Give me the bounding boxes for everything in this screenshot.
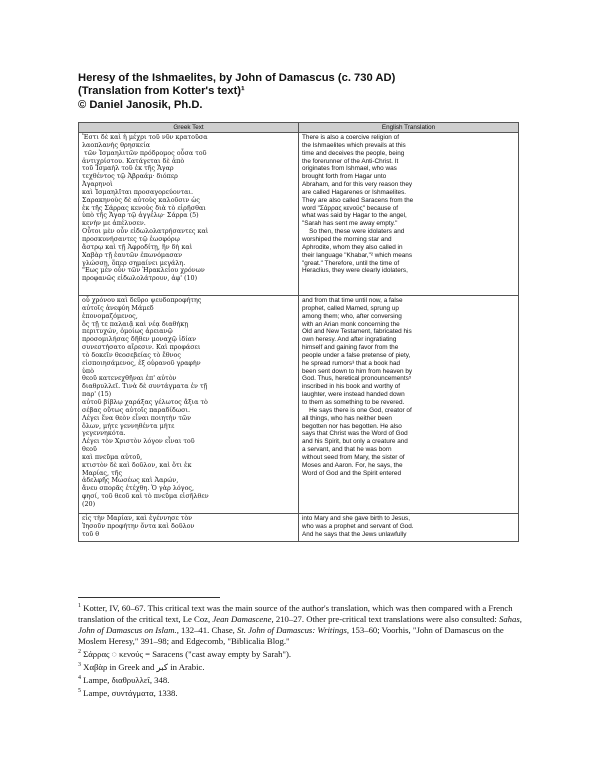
footnote-5 [78,686,523,699]
footnote-2 [78,647,523,660]
table-header-row [79,123,519,133]
footnote-italic: Jean Damascene [212,613,272,624]
footnote-italic: St. John of Damascus: Writings [237,624,347,635]
document-header [78,72,518,112]
greek-text-cell: Ἔστι δὲ καὶ ἡ μέχρι τοῦ νῦν κρατοῦσα λαοπλανὴς θρησκεία τῶν Ἰσμαηλιτῶν πρόδρομος οὖσα τοῦ ἀντιχρίστου. Κατάγεται δὲ ἀπὸ τοῦ Ἰσμαὴλ τοῦ ἐκ τῆς Ἄγαρ τεχθέντος τῷ Ἀβραάμ· διόπερ Ἀγαρηνοὶ καὶ Ἰσμαηλῖται προσαγορεύονται. Σαρακηνοὺς δὲ αὐτοὺς καλοῦσιν ὡς ἐκ τῆς Σάρρας κενοὺς διὰ τὸ εἰρῆσθαι ὑπὸ τῆς Ἄγαρ τῷ ἀγγέλῳ· Σάρρα (5) κενήν με ἀπέλυσεν. Οὗτοι μὲν οὖν εἰδωλολατρήσαντες καὶ προσκυνήσαντες τῷ ἑωσφόρῳ ἄστρῳ καὶ τῇ Ἀφροδίτῃ, ἣν δὴ καὶ Χαβὰρ τῇ ἑαυτῶν ἐπωνόμασαν γλώσσῃ, ὅπερ σημαίνει μεγάλη. "Εως μὲν οὖν τῶν Ἡρακλείου χρόνων προφανῶς εἰδωλολάτρουν, ἀφ' (10) [79,133,299,296]
document-author: © Daniel Janosik, Ph.D. [78,98,203,111]
footnote-text: Χαβὰρ in Greek and كبر in Arabic. [81,661,205,672]
footnotes [78,601,523,699]
table-row [79,514,519,542]
column-header-greek: Greek Text [79,123,299,133]
english-translation-cell: There is also a coercive religion of the Ishmaelites which prevails at this time and deceives the people, being the forerunner of the Anti-Christ. It originates from Ishmael, who was brought forth from Hagar unto Abraham, and for this very reason they are called Hagarenes or Ishmaelites. They are also called Saracens from the word "Σάρρας κενούς" because of what was said by Hagar to the angel, "Sarah has sent me away empty." So then, these were idolaters and worshiped the morning star and Aphrodite, whom they also called in their language "Khabar,"² which means "great." Therefore, until the time of Heraclius, they were clearly idolaters, [299,133,519,296]
table-row [79,133,519,296]
footnote-text: Lampe, διαθρυλλεῖ, 348. [81,674,170,685]
footnote-number: 2 [78,649,81,656]
footnote-1 [78,601,523,647]
translation-table [78,122,519,542]
column-header-english: English Translation [299,123,519,133]
greek-text-cell: οὗ χρόνου καὶ δεῦρο ψευδοπροφήτης αὐτοῖς ἀνεφύη Μάμεδ ἐπονομαζόμενος, ὅς τῇ τε παλαιᾷ καὶ νέᾳ διαθήκῃ περιτυχών, ὁμοίως ἀρειανῷ προσομιλήσας δῆθεν μοναχῷ ἰδίαν συνεστήσατο αἵρεσιν. Καὶ προφάσει τὸ δοκεῖν θεοσεβείας τὸ ἔθνος εἰσποιησάμενος, ἐξ οὐρανοῦ γραφὴν ὑπὸ θεοῦ κατενεχθῆναι ἐπ' αὐτὸν διαθρυλλεῖ. Τινὰ δὲ συντάγματα ἐν τῇ παρ' (15) αὐτοῦ βίβλῳ χαράξας γέλωτος ἄξια τὸ σέβας οὕτως αὐτοῖς παραδίδωσι. Λέγει ἕνα θεὸν εἶναι ποιητὴν τῶν ὅλων, μήτε γεννηθέντα μήτε γεγεννηκότα. Λέγει τὸν Χριστὸν λόγον εἶναι τοῦ θεοῦ καὶ πνεῦμα αὐτοῦ, κτιστὸν δὲ καὶ δοῦλον, καὶ ὅτι ἐκ Μαρίας, τῆς ἀδελφῆς Μωσέως καὶ Ἀαρών, ἄνευ σπορᾶς ἐτέχθη. Ὁ γὰρ λόγος, φησί, τοῦ θεοῦ καὶ τὸ πνεῦμα εἰσῆλθεν (20) [79,296,299,514]
footnote-text: , 153–60; Voorhis, "John of Damascus on the Moslem Heresy," 391–98; and Edgecomb, "Biblicalia Blog." [78,624,504,647]
document-subtitle: (Translation from Kotter's text)¹ [78,85,245,98]
document-title: Heresy of the Ishmaelites, by John of Damascus (c. 730 AD) [78,72,396,84]
footnote-number: 5 [78,687,81,694]
footnote-text: Kotter, IV, 60–67. This critical text was the main source of the author's translation, which was then compared with a French translation of the critical text, Le Coz, [78,602,513,624]
footnote-number: 3 [78,662,81,669]
footnote-divider [78,597,220,598]
footnote-text: , 210–27. Other pre-critical text translations were also consulted: [271,613,499,624]
footnote-3 [78,660,523,673]
english-translation-cell: and from that time until now, a false prophet, called Mamed, sprung up among them; who, after conversing with an Arian monk concerning the Old and New Testament, fabricated his own heresy. And after ingratiating himself and gaining favor from the people under a false pretense of piety, he spread rumors³ that a book had been sent down to him from heaven by God. Thus, heretical pronouncements⁵ inscribed in his book and worthy of laughter, were instead handed down to them as something to be revered. He says there is one God, creator of all things, who has neither been begotten nor has begotten. He also says that Christ was the Word of God and his Spirit, but only a creature and a servant, and that he was born without seed from Mary, the sister of Moses and Aaron. For, he says, the Word of God and the Spirit entered [299,296,519,514]
english-translation-cell: into Mary and she gave birth to Jesus, who was a prophet and servant of God. And he says that the Jews unlawfully [299,514,519,542]
greek-text-cell: εἰς τὴν Μαρίαν, καὶ ἐγέννησε τὸν Ἰησοῦν προφήτην ὄντα καὶ δοῦλον τοῦ θ [79,514,299,542]
footnote-text: Lampe, συντάγματα, 1338. [81,687,178,698]
footnote-number: 1 [78,603,81,609]
footnote-italic: Sahas, John of Damascus on Islam. [78,613,522,635]
table-row [79,296,519,514]
footnote-text: Σάρρας ◌ κενούς = Saracens ("cast away empty by Sarah"). [81,648,292,659]
footnote-number: 4 [78,674,81,681]
footnote-4 [78,673,523,686]
footnote-text: , 132–41. Chase, [176,624,238,635]
